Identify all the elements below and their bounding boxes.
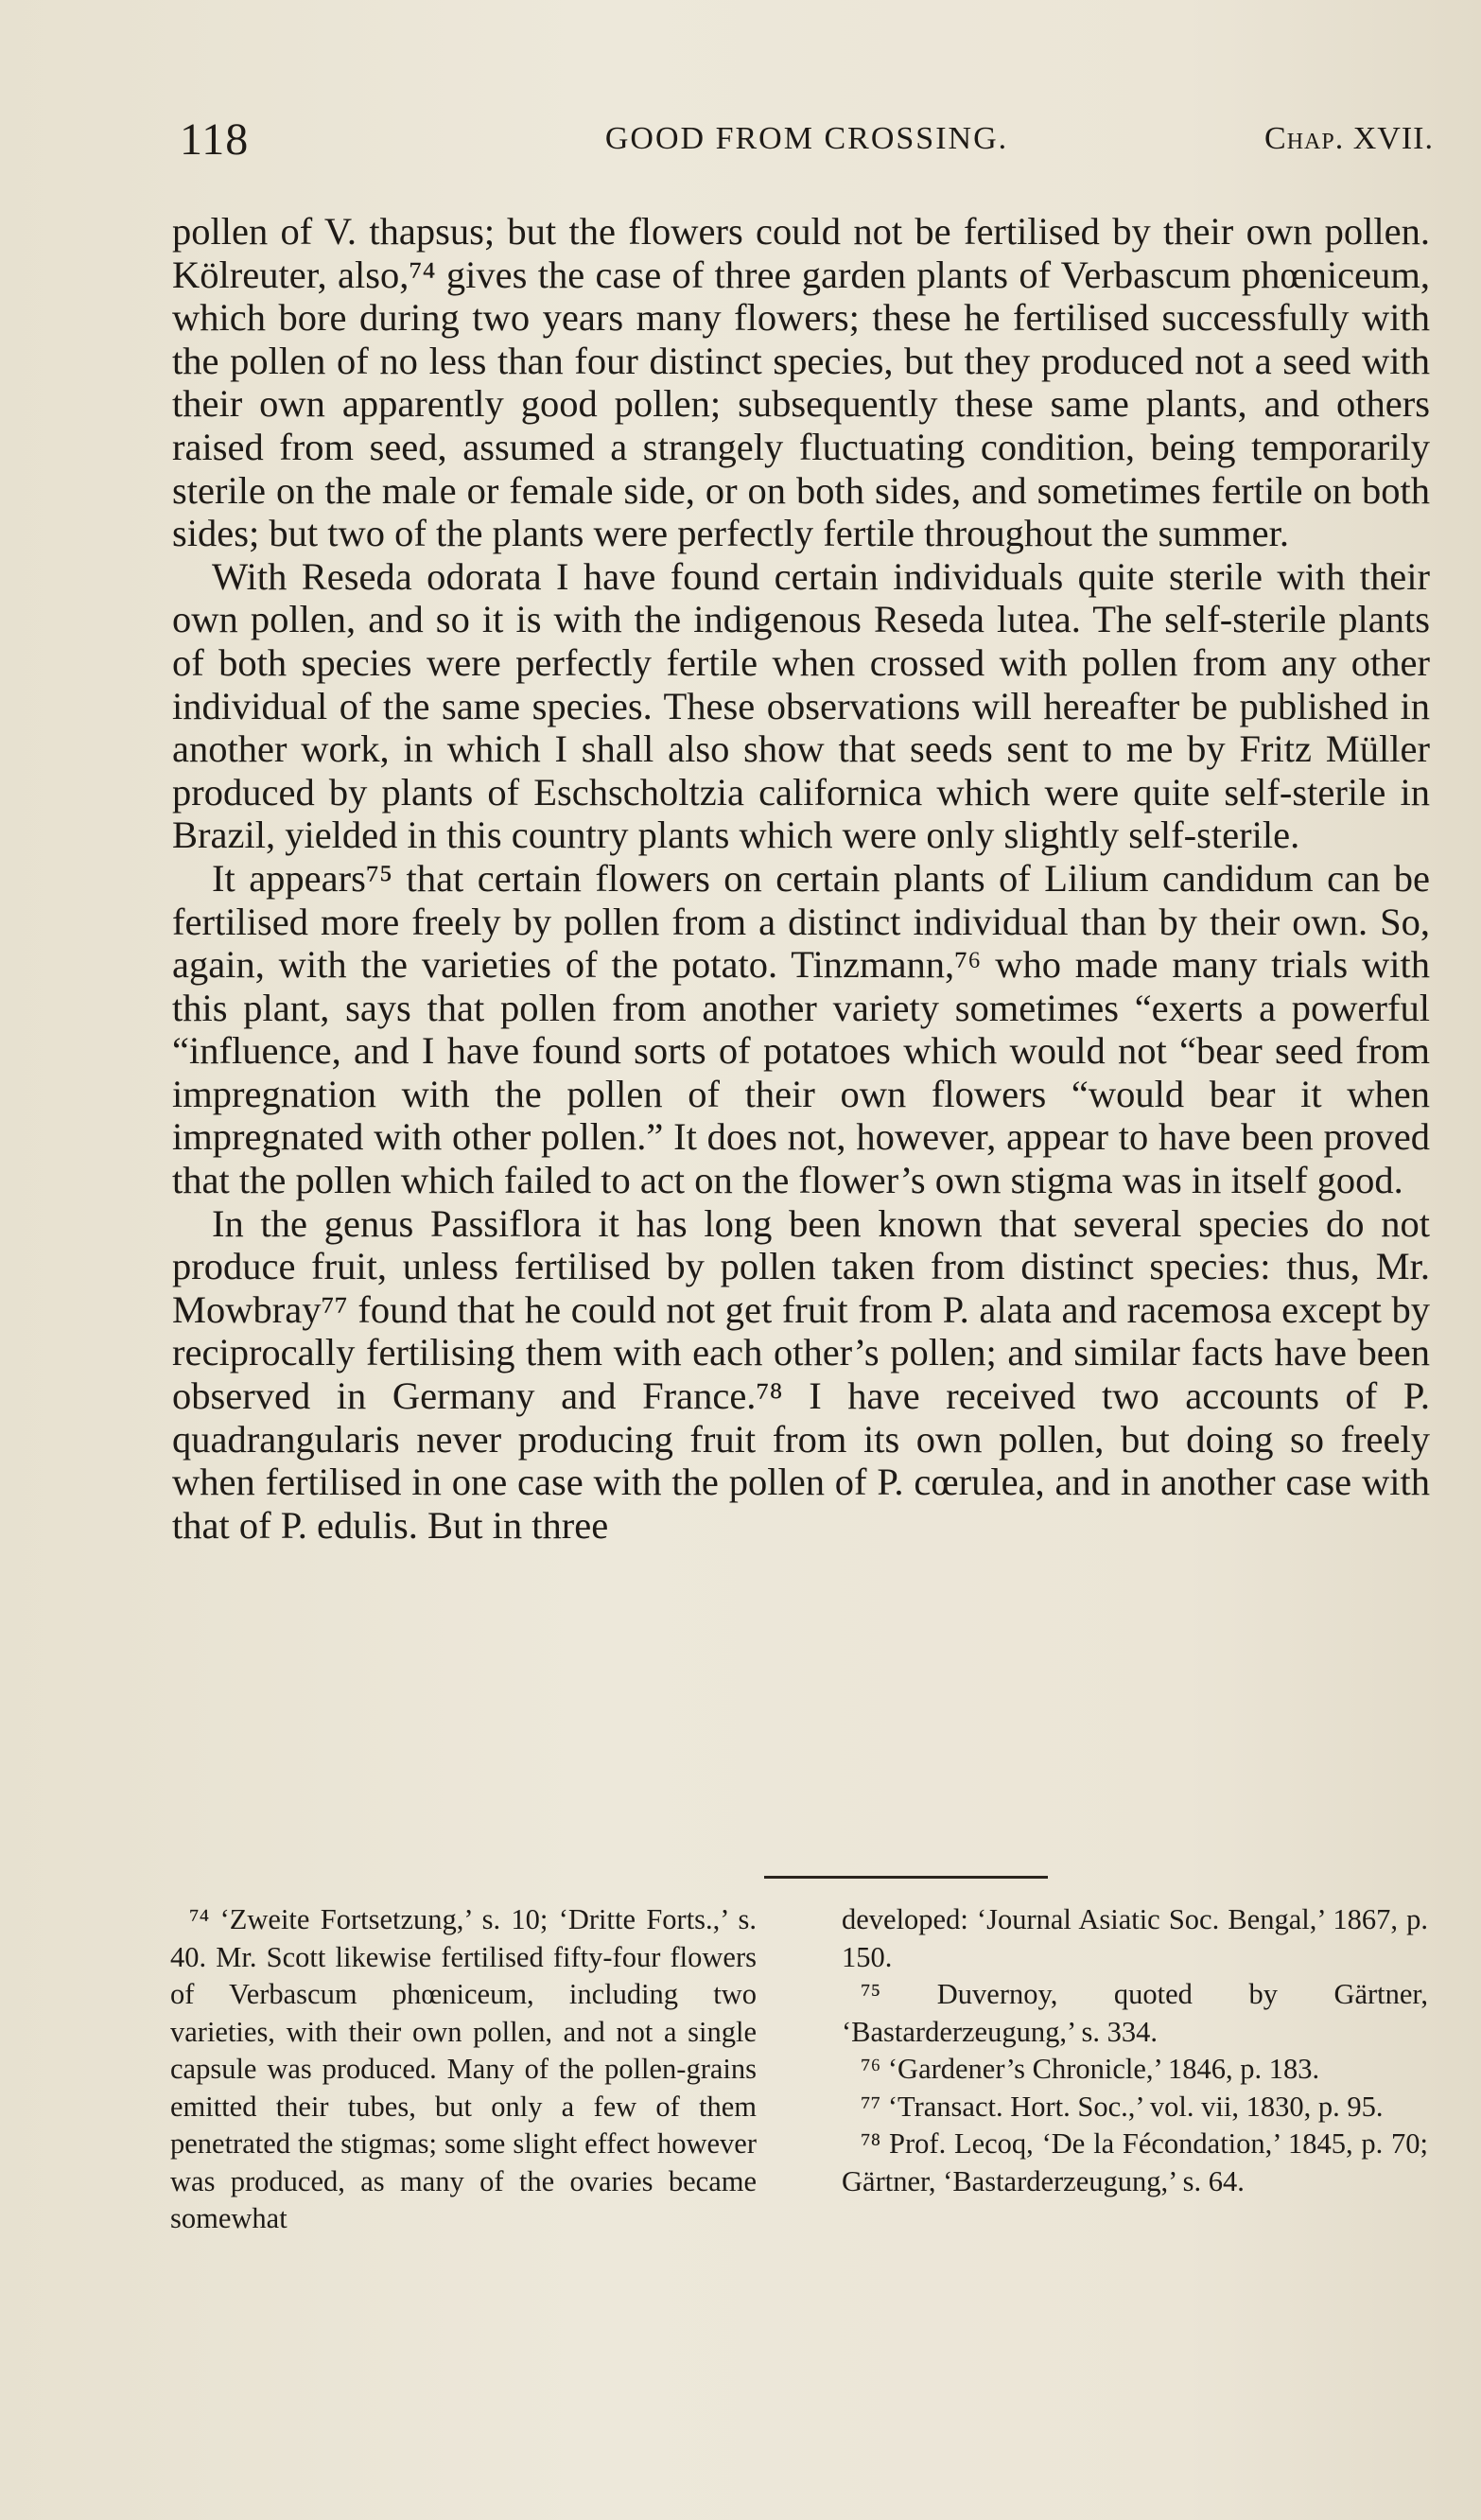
footnote-74: ⁷⁴ ‘Zweite Fortsetzung,’ s. 10; ‘Dritte Forts.,’ s. 40. Mr. Scott likewise fertilised fifty-four flowers of Verbascum phœniceum, including two varieties, with their own pollen, and not a single capsule was produced. Many of the pollen-grains emitted their tubes, but only a few of them penetrated the stigmas; some slight effect however was produced, as many of the ovaries became somewhat — [170, 1903, 757, 2234]
main-text — [172, 210, 1430, 1547]
paragraph-2: With Reseda odorata I have found certain individuals quite sterile with their own pollen, and so it is with the indigenous Reseda lutea. The self-sterile plants of both species were perfectly fertile when crossed with pollen from any other individual of the same species. These observations will hereafter be published in another work, in which I shall also show that seeds sent to me by Fritz Müller produced by plants of Eschscholtzia californica which were quite self-sterile in Brazil, yielded in this country plants which were only slightly self-sterile. — [172, 554, 1430, 857]
paragraph-4: In the genus Passiflora it has long been known that several species do not produce fruit, unless fertilised by pollen taken from distinct species: thus, Mr. Mowbray⁷⁷ found that he could not get fruit from P. alata and racemosa except by reciprocally fertilising them with each other’s pollen; and similar facts have been observed in Germany and France.⁷⁸ I have received two accounts of P. quadrangularis never producing fruit from its own pollen, but doing so freely when fertilised in one case with the pollen of P. cœrulea, and in another case with that of P. edulis. But in three — [172, 1201, 1430, 1547]
footnote-76: ⁷⁶ ‘Gardener’s Chronicle,’ 1846, p. 183. — [861, 2053, 1320, 2085]
page-header — [180, 114, 1434, 170]
footnote-77: ⁷⁷ ‘Transact. Hort. Soc.,’ vol. vii, 1830, p. 95. — [861, 2090, 1384, 2123]
footnotes-left-column — [170, 1901, 757, 2238]
footnotes — [170, 1901, 1428, 2238]
paragraph-1: pollen of V. thapsus; but the flowers could not be fertilised by their own pollen. Kölreuter, also,⁷⁴ gives the case of three garden plants of Verbascum phœniceum, which bore during two years many flowers; these he fertilised successfully with the pollen of no less than four distinct species, but they produced not a seed with their own apparently good pollen; subsequently these same plants, and others raised from seed, assumed a strangely fluctuating condition, being temporarily sterile on the male or female side, or on both sides, and sometimes fertile on both sides; but two of the plants were perfectly fertile throughout the summer. — [172, 210, 1430, 555]
page-number: 118 — [180, 114, 250, 165]
paragraph-3: It appears⁷⁵ that certain flowers on certain plants of Lilium candidum can be fertilised more freely by pollen from a distinct individual than by their own. So, again, with the varieties of the potato. Tinzmann,⁷⁶ who made many trials with this plant, says that pollen from another variety sometimes “exerts a powerful “influence, and I have found sorts of potatoes which would not “bear seed from impregnation with the pollen of their own flowers “would bear it when impregnated with other pollen.” It does not, however, appear to have been proved that the pollen which failed to act on the flower’s own stigma was in itself good. — [172, 856, 1430, 1202]
footnote-78: ⁷⁸ Prof. Lecoq, ‘De la Fécondation,’ 1845, p. 70; Gärtner, ‘Bastarderzeugung,’ s. 64. — [842, 2127, 1428, 2197]
footnotes-right-column — [842, 1901, 1428, 2238]
footnote-divider — [764, 1876, 1048, 1879]
running-title: GOOD FROM CROSSING. — [604, 121, 1009, 156]
footnote-75: ⁷⁵ Duvernoy, quoted by Gärtner, ‘Bastarderzeugung,’ s. 334. — [842, 1978, 1428, 2048]
chapter-label: Chap. XVII. — [1264, 121, 1434, 156]
footnote-74-continued: developed: ‘Journal Asiatic Soc. Bengal,’ 1867, p. 150. — [842, 1903, 1428, 1973]
